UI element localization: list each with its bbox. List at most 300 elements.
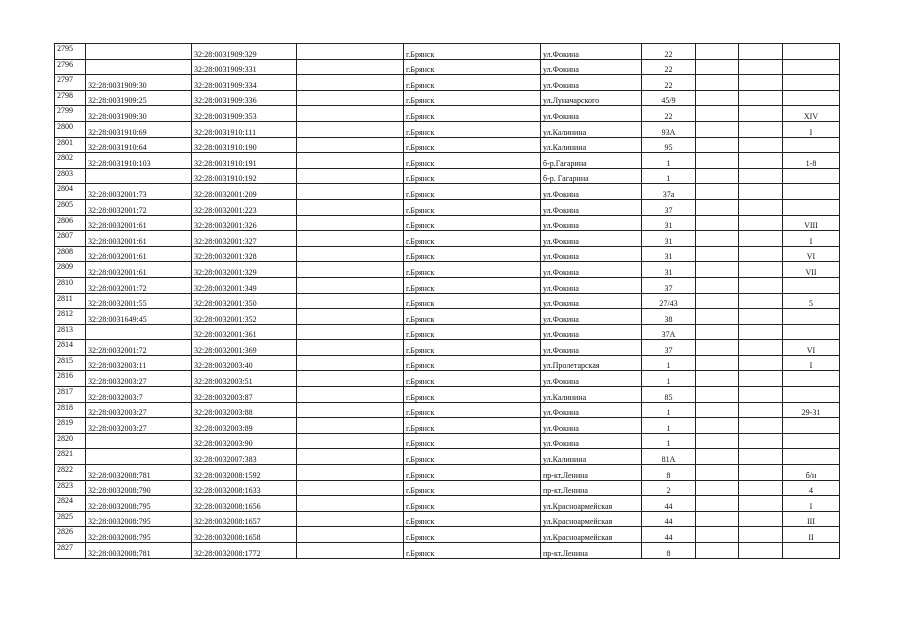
city-cell: г.Брянск (404, 137, 541, 153)
object-cadastral-number: 32:28:0032008:1592 (192, 465, 297, 481)
street-cell: ул.Фокина (541, 215, 642, 231)
table-row (55, 387, 840, 403)
row-number: 2796 (55, 59, 86, 75)
street-cell: ул.Фокина (541, 231, 642, 247)
land-cadastral-number (86, 449, 192, 465)
house-number-cell: 1 (642, 168, 696, 184)
table-row (55, 184, 840, 200)
house-number-cell: 31 (642, 246, 696, 262)
row-number: 2818 (55, 402, 86, 418)
house-number-cell: 95 (642, 137, 696, 153)
empty-cell (739, 231, 783, 247)
empty-cell (297, 309, 404, 325)
empty-cell (297, 246, 404, 262)
city-cell: г.Брянск (404, 527, 541, 543)
table-row (55, 277, 840, 293)
house-number-cell: 31 (642, 262, 696, 278)
street-cell: ул.Фокина (541, 199, 642, 215)
premises-number-cell: 29-31 (783, 402, 840, 418)
object-cadastral-number: 32:28:0031910:190 (192, 137, 297, 153)
land-cadastral-number: 32:28:0032008:790 (86, 480, 192, 496)
empty-cell (297, 277, 404, 293)
table-row (55, 527, 840, 543)
land-cadastral-number: 32:28:0032008:795 (86, 511, 192, 527)
empty-cell (739, 153, 783, 169)
object-cadastral-number: 32:28:0032008:1633 (192, 480, 297, 496)
street-cell: ул.Фокина (541, 371, 642, 387)
empty-cell (297, 231, 404, 247)
object-cadastral-number: 32:28:0031909:336 (192, 90, 297, 106)
empty-cell (739, 496, 783, 512)
empty-cell (696, 511, 739, 527)
empty-cell (696, 137, 739, 153)
object-cadastral-number: 32:28:0032001:352 (192, 309, 297, 325)
empty-cell (739, 355, 783, 371)
city-cell: г.Брянск (404, 215, 541, 231)
house-number-cell: 93А (642, 121, 696, 137)
street-cell: ул.Калинина (541, 449, 642, 465)
table-row (55, 309, 840, 325)
row-number: 2808 (55, 246, 86, 262)
premises-number-cell: I (783, 355, 840, 371)
empty-cell (739, 121, 783, 137)
premises-number-cell: XIV (783, 106, 840, 122)
house-number-cell: 1 (642, 153, 696, 169)
premises-number-cell (783, 59, 840, 75)
empty-cell (696, 465, 739, 481)
street-cell: ул.Пролетарская (541, 355, 642, 371)
land-cadastral-number: 32:28:0031909:30 (86, 106, 192, 122)
land-cadastral-number: 32:28:0031909:25 (86, 90, 192, 106)
house-number-cell: 8 (642, 465, 696, 481)
row-number: 2804 (55, 184, 86, 200)
empty-cell (297, 387, 404, 403)
premises-number-cell (783, 44, 840, 60)
empty-cell (739, 90, 783, 106)
row-number: 2810 (55, 277, 86, 293)
table-row (55, 496, 840, 512)
table-row (55, 90, 840, 106)
empty-cell (696, 199, 739, 215)
empty-cell (696, 418, 739, 434)
row-number: 2811 (55, 293, 86, 309)
premises-number-cell: 1-8 (783, 153, 840, 169)
premises-number-cell: III (783, 511, 840, 527)
empty-cell (696, 153, 739, 169)
premises-number-cell (783, 199, 840, 215)
empty-cell (696, 246, 739, 262)
land-cadastral-number: 32:28:0032008:795 (86, 527, 192, 543)
street-cell: ул.Фокина (541, 309, 642, 325)
house-number-cell: 85 (642, 387, 696, 403)
premises-number-cell (783, 75, 840, 91)
premises-number-cell (783, 168, 840, 184)
empty-cell (297, 121, 404, 137)
house-number-cell: 1 (642, 371, 696, 387)
house-number-cell: 37а (642, 184, 696, 200)
empty-cell (696, 44, 739, 60)
land-cadastral-number: 32:28:0031910:103 (86, 153, 192, 169)
row-number: 2800 (55, 121, 86, 137)
object-cadastral-number: 32:28:0031909:353 (192, 106, 297, 122)
row-number: 2819 (55, 418, 86, 434)
house-number-cell: 45/9 (642, 90, 696, 106)
land-cadastral-number (86, 433, 192, 449)
empty-cell (297, 153, 404, 169)
empty-cell (739, 293, 783, 309)
land-cadastral-number (86, 168, 192, 184)
premises-number-cell: VIII (783, 215, 840, 231)
row-number: 2795 (55, 44, 86, 60)
empty-cell (297, 496, 404, 512)
empty-cell (739, 449, 783, 465)
object-cadastral-number: 32:28:0032008:1657 (192, 511, 297, 527)
empty-cell (297, 262, 404, 278)
row-number: 2826 (55, 527, 86, 543)
object-cadastral-number: 32:28:0032001:369 (192, 340, 297, 356)
empty-cell (297, 340, 404, 356)
empty-cell (696, 355, 739, 371)
city-cell: г.Брянск (404, 433, 541, 449)
object-cadastral-number: 32:28:0032008:1658 (192, 527, 297, 543)
table-row (55, 340, 840, 356)
table-row (55, 262, 840, 278)
house-number-cell: 38 (642, 309, 696, 325)
house-number-cell: 81А (642, 449, 696, 465)
city-cell: г.Брянск (404, 168, 541, 184)
land-cadastral-number: 32:28:0032008:781 (86, 465, 192, 481)
city-cell: г.Брянск (404, 371, 541, 387)
city-cell: г.Брянск (404, 402, 541, 418)
street-cell: ул.Фокина (541, 262, 642, 278)
empty-cell (297, 355, 404, 371)
land-cadastral-number: 32:28:0031910:69 (86, 121, 192, 137)
table-row (55, 121, 840, 137)
street-cell: ул.Фокина (541, 246, 642, 262)
table-row (55, 199, 840, 215)
empty-cell (696, 262, 739, 278)
street-cell: ул.Фокина (541, 277, 642, 293)
city-cell: г.Брянск (404, 480, 541, 496)
empty-cell (297, 480, 404, 496)
object-cadastral-number: 32:28:0032001:329 (192, 262, 297, 278)
row-number: 2827 (55, 543, 86, 559)
empty-cell (696, 277, 739, 293)
street-cell: ул.Фокина (541, 184, 642, 200)
premises-number-cell: I (783, 121, 840, 137)
empty-cell (297, 449, 404, 465)
object-cadastral-number: 32:28:0032003:51 (192, 371, 297, 387)
empty-cell (739, 340, 783, 356)
premises-number-cell (783, 309, 840, 325)
row-number: 2797 (55, 75, 86, 91)
street-cell: пр-кт.Ленина (541, 480, 642, 496)
empty-cell (696, 449, 739, 465)
city-cell: г.Брянск (404, 293, 541, 309)
premises-number-cell: 4 (783, 480, 840, 496)
city-cell: г.Брянск (404, 324, 541, 340)
land-cadastral-number: 32:28:0032001:61 (86, 246, 192, 262)
empty-cell (739, 106, 783, 122)
city-cell: г.Брянск (404, 387, 541, 403)
empty-cell (297, 402, 404, 418)
street-cell: ул.Калинина (541, 387, 642, 403)
empty-cell (696, 293, 739, 309)
premises-number-cell (783, 449, 840, 465)
table-row (55, 246, 840, 262)
land-cadastral-number: 32:28:0031649:45 (86, 309, 192, 325)
empty-cell (739, 418, 783, 434)
table-row (55, 418, 840, 434)
city-cell: г.Брянск (404, 246, 541, 262)
house-number-cell: 44 (642, 527, 696, 543)
empty-cell (297, 527, 404, 543)
empty-cell (696, 340, 739, 356)
city-cell: г.Брянск (404, 153, 541, 169)
empty-cell (696, 433, 739, 449)
row-number: 2817 (55, 387, 86, 403)
object-cadastral-number: 32:28:0032001:350 (192, 293, 297, 309)
city-cell: г.Брянск (404, 277, 541, 293)
house-number-cell: 2 (642, 480, 696, 496)
street-cell: ул.Фокина (541, 418, 642, 434)
empty-cell (696, 59, 739, 75)
empty-cell (696, 168, 739, 184)
empty-cell (696, 121, 739, 137)
empty-cell (297, 433, 404, 449)
object-cadastral-number: 32:28:0032003:87 (192, 387, 297, 403)
row-number: 2825 (55, 511, 86, 527)
empty-cell (696, 231, 739, 247)
row-number: 2802 (55, 153, 86, 169)
object-cadastral-number: 32:28:0032003:40 (192, 355, 297, 371)
object-cadastral-number: 32:28:0032001:326 (192, 215, 297, 231)
street-cell: ул.Фокина (541, 433, 642, 449)
object-cadastral-number: 32:28:0032001:223 (192, 199, 297, 215)
street-cell: ул.Фокина (541, 324, 642, 340)
land-cadastral-number (86, 44, 192, 60)
house-number-cell: 1 (642, 433, 696, 449)
house-number-cell: 31 (642, 231, 696, 247)
table-row (55, 480, 840, 496)
land-cadastral-number: 32:28:0031909:30 (86, 75, 192, 91)
premises-number-cell: I (783, 231, 840, 247)
row-number: 2813 (55, 324, 86, 340)
empty-cell (696, 543, 739, 559)
house-number-cell: 37 (642, 277, 696, 293)
city-cell: г.Брянск (404, 309, 541, 325)
object-cadastral-number: 32:28:0032003:89 (192, 418, 297, 434)
row-number: 2803 (55, 168, 86, 184)
empty-cell (739, 184, 783, 200)
empty-cell (696, 106, 739, 122)
property-register-table (54, 43, 840, 559)
premises-number-cell (783, 418, 840, 434)
empty-cell (696, 527, 739, 543)
empty-cell (696, 371, 739, 387)
street-cell: ул.Калинина (541, 137, 642, 153)
premises-number-cell: б/н (783, 465, 840, 481)
table-row (55, 402, 840, 418)
row-number: 2806 (55, 215, 86, 231)
city-cell: г.Брянск (404, 465, 541, 481)
table-row (55, 231, 840, 247)
house-number-cell: 1 (642, 418, 696, 434)
object-cadastral-number: 32:28:0032007:383 (192, 449, 297, 465)
empty-cell (696, 324, 739, 340)
premises-number-cell (783, 137, 840, 153)
land-cadastral-number: 32:28:0032003:27 (86, 402, 192, 418)
register-body (55, 44, 840, 559)
street-cell: пр-кт.Ленина (541, 543, 642, 559)
premises-number-cell (783, 277, 840, 293)
street-cell: ул.Красноармейская (541, 511, 642, 527)
premises-number-cell: I (783, 496, 840, 512)
land-cadastral-number: 32:28:0032003:27 (86, 371, 192, 387)
empty-cell (696, 184, 739, 200)
street-cell: ул.Калинина (541, 121, 642, 137)
table-row (55, 449, 840, 465)
empty-cell (739, 511, 783, 527)
row-number: 2814 (55, 340, 86, 356)
row-number: 2799 (55, 106, 86, 122)
object-cadastral-number: 32:28:0032001:209 (192, 184, 297, 200)
city-cell: г.Брянск (404, 511, 541, 527)
row-number: 2816 (55, 371, 86, 387)
empty-cell (297, 44, 404, 60)
empty-cell (696, 402, 739, 418)
land-cadastral-number: 32:28:0032003:7 (86, 387, 192, 403)
city-cell: г.Брянск (404, 106, 541, 122)
city-cell: г.Брянск (404, 59, 541, 75)
house-number-cell: 22 (642, 59, 696, 75)
table-row (55, 324, 840, 340)
empty-cell (739, 309, 783, 325)
street-cell: ул.Фокина (541, 75, 642, 91)
premises-number-cell (783, 90, 840, 106)
city-cell: г.Брянск (404, 262, 541, 278)
empty-cell (297, 184, 404, 200)
city-cell: г.Брянск (404, 231, 541, 247)
house-number-cell: 44 (642, 511, 696, 527)
object-cadastral-number: 32:28:0032003:88 (192, 402, 297, 418)
table-row (55, 137, 840, 153)
empty-cell (696, 387, 739, 403)
object-cadastral-number: 32:28:0032003:90 (192, 433, 297, 449)
house-number-cell: 8 (642, 543, 696, 559)
empty-cell (297, 137, 404, 153)
object-cadastral-number: 32:28:0032008:1656 (192, 496, 297, 512)
street-cell: ул.Красноармейская (541, 496, 642, 512)
empty-cell (696, 90, 739, 106)
land-cadastral-number: 32:28:0032001:72 (86, 277, 192, 293)
street-cell: ул.Фокина (541, 293, 642, 309)
object-cadastral-number: 32:28:0032008:1772 (192, 543, 297, 559)
table-row (55, 293, 840, 309)
row-number: 2824 (55, 496, 86, 512)
land-cadastral-number: 32:28:0032001:73 (86, 184, 192, 200)
table-row (55, 153, 840, 169)
city-cell: г.Брянск (404, 121, 541, 137)
empty-cell (739, 277, 783, 293)
empty-cell (297, 168, 404, 184)
street-cell: ул.Фокина (541, 402, 642, 418)
street-cell: б-р. Гагарина (541, 168, 642, 184)
empty-cell (739, 44, 783, 60)
empty-cell (696, 480, 739, 496)
empty-cell (739, 371, 783, 387)
house-number-cell: 37А (642, 324, 696, 340)
premises-number-cell: VI (783, 246, 840, 262)
empty-cell (297, 215, 404, 231)
city-cell: г.Брянск (404, 418, 541, 434)
house-number-cell: 27/43 (642, 293, 696, 309)
city-cell: г.Брянск (404, 44, 541, 60)
empty-cell (739, 527, 783, 543)
premises-number-cell (783, 184, 840, 200)
empty-cell (739, 387, 783, 403)
street-cell: ул.Фокина (541, 106, 642, 122)
object-cadastral-number: 32:28:0031910:111 (192, 121, 297, 137)
table-row (55, 511, 840, 527)
city-cell: г.Брянск (404, 199, 541, 215)
empty-cell (739, 168, 783, 184)
row-number: 2823 (55, 480, 86, 496)
empty-cell (297, 59, 404, 75)
city-cell: г.Брянск (404, 543, 541, 559)
empty-cell (297, 465, 404, 481)
land-cadastral-number: 32:28:0032001:72 (86, 340, 192, 356)
row-number: 2821 (55, 449, 86, 465)
house-number-cell: 22 (642, 75, 696, 91)
city-cell: г.Брянск (404, 90, 541, 106)
land-cadastral-number: 32:28:0032003:11 (86, 355, 192, 371)
city-cell: г.Брянск (404, 355, 541, 371)
row-number: 2805 (55, 199, 86, 215)
empty-cell (297, 418, 404, 434)
empty-cell (739, 137, 783, 153)
object-cadastral-number: 32:28:0031909:331 (192, 59, 297, 75)
empty-cell (696, 309, 739, 325)
table-row (55, 59, 840, 75)
empty-cell (297, 511, 404, 527)
land-cadastral-number (86, 59, 192, 75)
land-cadastral-number (86, 324, 192, 340)
empty-cell (297, 543, 404, 559)
premises-number-cell: II (783, 527, 840, 543)
house-number-cell: 1 (642, 402, 696, 418)
row-number: 2822 (55, 465, 86, 481)
empty-cell (696, 496, 739, 512)
table-row (55, 371, 840, 387)
table-row (55, 355, 840, 371)
table-row (55, 168, 840, 184)
premises-number-cell: VII (783, 262, 840, 278)
table-row (55, 44, 840, 60)
empty-cell (297, 293, 404, 309)
street-cell: ул.Луначарского (541, 90, 642, 106)
street-cell: ул.Красноармейская (541, 527, 642, 543)
empty-cell (297, 90, 404, 106)
empty-cell (739, 433, 783, 449)
land-cadastral-number: 32:28:0032003:27 (86, 418, 192, 434)
object-cadastral-number: 32:28:0032001:328 (192, 246, 297, 262)
table-row (55, 433, 840, 449)
house-number-cell: 44 (642, 496, 696, 512)
empty-cell (297, 371, 404, 387)
house-number-cell: 1 (642, 355, 696, 371)
street-cell: ул.Фокина (541, 44, 642, 60)
